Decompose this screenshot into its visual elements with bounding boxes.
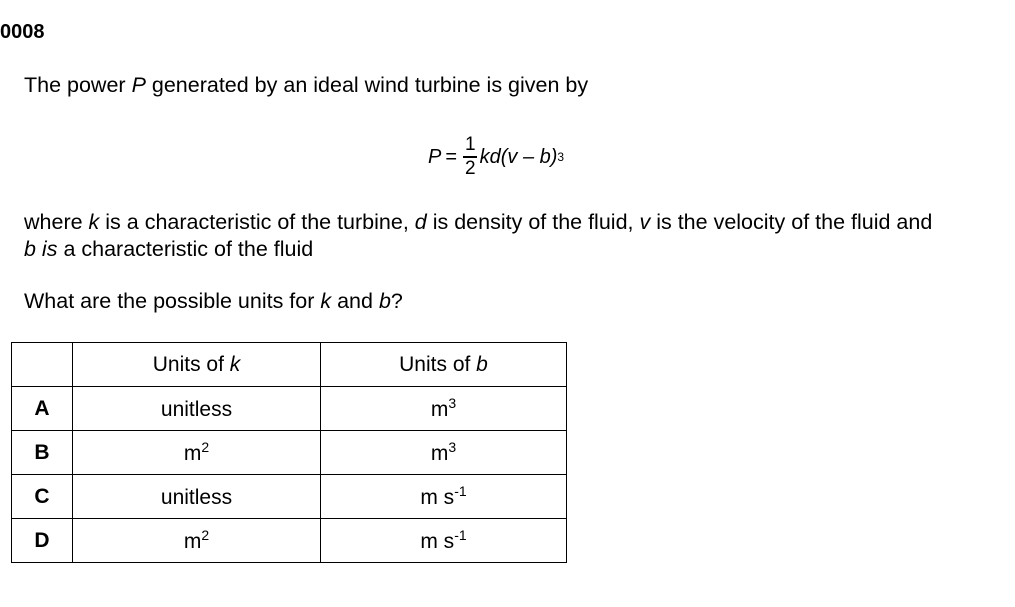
units-b-base: m	[430, 442, 449, 465]
header-b-prefix: Units of	[399, 352, 477, 376]
formula-body: kd(v – b)	[479, 145, 558, 168]
where-part: a characteristic of the fluid	[57, 237, 314, 261]
header-b-var: b	[476, 352, 488, 376]
power-formula	[428, 128, 564, 186]
header-units-b	[321, 343, 567, 387]
answer-table	[11, 342, 567, 563]
intro-symbol: P	[131, 73, 146, 97]
where-line-2	[24, 236, 932, 263]
units-k-exponent: 2	[201, 527, 210, 543]
formula-fraction	[463, 135, 478, 179]
intro-after: generated by an ideal wind turbine is given by	[145, 73, 589, 97]
question-before: What are the possible units for	[24, 289, 321, 313]
units-k-base: m	[183, 530, 202, 553]
question-number: 0008	[0, 21, 45, 43]
units-b-cell	[321, 387, 567, 431]
fraction-denominator: 2	[465, 157, 476, 179]
formula-equals: =	[445, 145, 458, 168]
where-part: is a characteristic of the turbine,	[99, 210, 415, 234]
option-letter[interactable]: A	[12, 387, 73, 431]
where-part: is density of the fluid,	[426, 210, 640, 234]
option-letter[interactable]: D	[12, 519, 73, 563]
header-k-var: k	[229, 352, 241, 376]
units-b-base: m	[430, 398, 449, 421]
where-text	[24, 209, 932, 263]
question-after: ?	[390, 289, 403, 313]
option-letter[interactable]: B	[12, 431, 73, 475]
table-header-row	[12, 343, 567, 387]
units-b-cell	[321, 475, 567, 519]
units-k-cell	[73, 519, 321, 563]
units-k-cell	[73, 431, 321, 475]
units-b-cell	[321, 431, 567, 475]
question-var-k: k	[320, 289, 332, 313]
where-var-b: b is	[24, 237, 58, 261]
units-b-base: m s	[420, 530, 455, 553]
units-b-exponent: 3	[448, 439, 457, 455]
units-k-exponent: 2	[201, 439, 210, 455]
where-var-d: d	[414, 210, 427, 234]
table-row[interactable]	[12, 519, 567, 563]
units-b-exponent: -1	[454, 483, 467, 499]
option-letter[interactable]: C	[12, 475, 73, 519]
question-var-b: b	[378, 289, 391, 313]
where-part: is the velocity of the fluid and	[650, 210, 933, 234]
question-text	[24, 288, 403, 315]
fraction-numerator: 1	[465, 134, 476, 156]
table-row[interactable]	[12, 387, 567, 431]
header-units-k	[73, 343, 321, 387]
units-k-base: m	[183, 442, 202, 465]
units-b-exponent: 3	[448, 395, 457, 411]
units-k-cell	[73, 387, 321, 431]
table-row[interactable]	[12, 431, 567, 475]
units-k-cell	[73, 475, 321, 519]
intro-before: The power	[24, 73, 132, 97]
question-mid: and	[331, 289, 379, 313]
formula-lhs: P	[428, 145, 442, 168]
where-var-v: v	[639, 210, 651, 234]
header-k-prefix: Units of	[152, 352, 230, 376]
units-b-base: m s	[420, 486, 455, 509]
units-b-exponent: -1	[454, 527, 467, 543]
header-blank-cell	[12, 343, 73, 387]
units-k-base: unitless	[160, 398, 233, 421]
formula-exponent: 3	[557, 150, 565, 164]
table-row[interactable]	[12, 475, 567, 519]
units-k-base: unitless	[160, 486, 233, 509]
units-b-cell	[321, 519, 567, 563]
intro-text	[24, 72, 588, 99]
where-line-1	[24, 209, 932, 236]
where-part: where	[24, 210, 89, 234]
where-var-k: k	[88, 210, 100, 234]
